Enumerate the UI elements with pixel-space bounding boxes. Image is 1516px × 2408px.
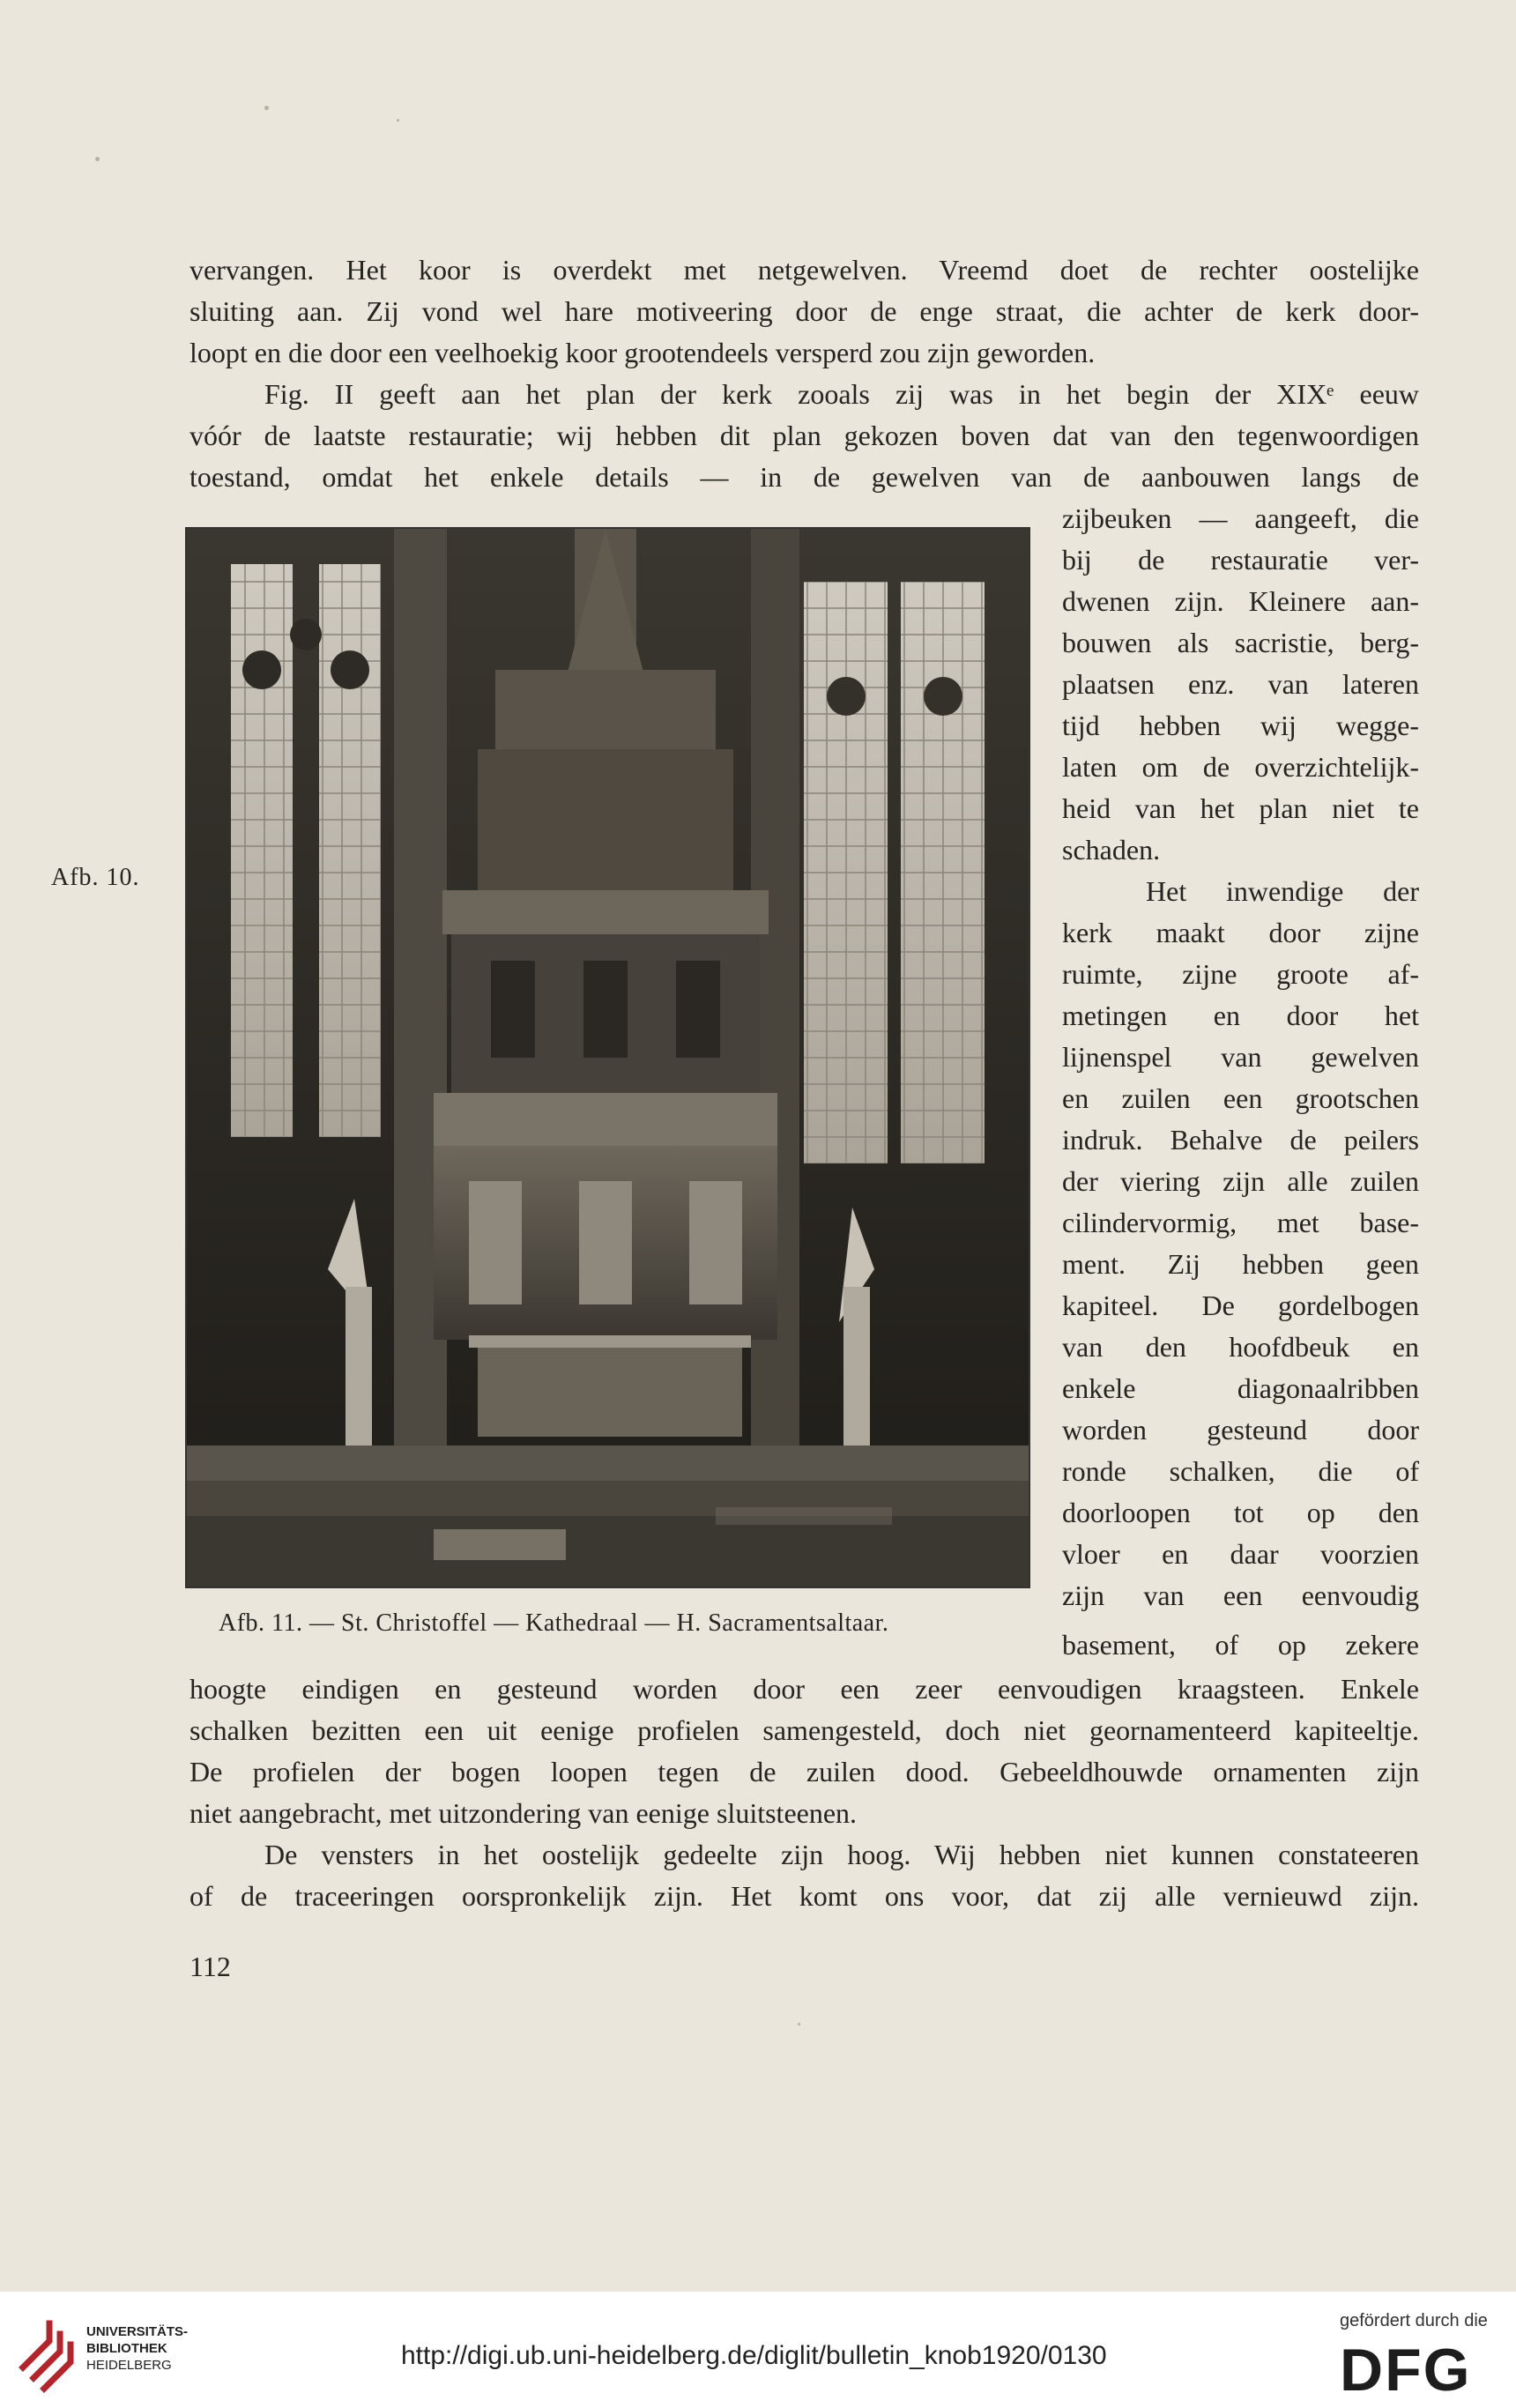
text-line: heid van het plan niet te (1062, 792, 1419, 824)
text-line: dwenen zijn. Kleinere aan- (1062, 585, 1419, 617)
text-line: ment. Zij hebben geen (1062, 1248, 1419, 1280)
text-line: schaden. (1062, 834, 1161, 866)
text-line: vloer en daar voorzien (1062, 1538, 1419, 1570)
text-line: Het inwendige der (1146, 875, 1419, 907)
figure-side-label: Afb. 10. (51, 864, 140, 891)
paper-fleck (95, 157, 100, 161)
text-line: en zuilen een grootschen (1062, 1082, 1419, 1114)
text-line: ronde schalken, die of (1062, 1455, 1419, 1487)
library-name-line: BIBLIOTHEK (86, 2341, 167, 2356)
text-line: indruk. Behalve de peilers (1062, 1124, 1419, 1156)
library-logo-icon (14, 2306, 85, 2394)
text-line: worden gesteund door (1062, 1414, 1419, 1446)
text-line: zijn van een eenvoudig (1062, 1579, 1419, 1611)
text-line: enkele diagonaalribben (1062, 1372, 1419, 1404)
text-line: bouwen als sacristie, berg- (1062, 627, 1419, 658)
text-line: Fig. II geeft aan het plan der kerk zooals zij was in het begin der XIXᵉ eeuw (264, 378, 1419, 410)
text-line: of de traceeringen oorspronkelijk zijn. Het komt ons voor, dat zij alle vernieuwd zijn. (190, 1880, 1419, 1912)
dfg-logo: DFG (1340, 2337, 1472, 2404)
text-line: hoogte eindigen en gesteund worden door een zeer eenvoudigen kraagsteen. Enkele (190, 1673, 1419, 1705)
page-number: 112 (190, 1951, 231, 1982)
text-line: schalken bezitten een uit eenige profielen samengesteld, doch niet geornamenteerd kapiteeltje. (190, 1714, 1419, 1746)
paper-fleck (397, 119, 399, 122)
text-line: tijd hebben wij wegge- (1062, 710, 1419, 741)
text-line: kapiteel. De gordelbogen (1062, 1289, 1419, 1321)
text-line: zijbeuken — aangeeft, die (1062, 502, 1419, 534)
text-line: kerk maakt door zijne (1062, 917, 1419, 948)
figure-caption: Afb. 11. — St. Christoffel — Kathedraal — H. Sacramentsaltaar. (219, 1609, 889, 1637)
source-url-link[interactable]: http://digi.ub.uni-heidelberg.de/diglit/bulletin_knob1920/0130 (401, 2341, 1107, 2370)
library-name-line: HEIDELBERG (86, 2358, 172, 2373)
text-line: niet aangebracht, met uitzondering van eenige sluitsteenen. (190, 1797, 858, 1829)
text-line: loopt en die door een veelhoekig koor grootendeels versperd zou zijn geworden. (190, 337, 1096, 368)
paper-fleck (264, 106, 269, 110)
library-name-line: UNIVERSITÄTS- (86, 2324, 189, 2339)
text-line: vóór de laatste restauratie; wij hebben dit plan gekozen boven dat van den tegenwoordigen (190, 420, 1419, 451)
text-line: De profielen der bogen loopen tegen de zuilen dood. Gebeeldhouwde ornamenten zijn (190, 1756, 1419, 1787)
text-line: laten om de overzichtelijk- (1062, 751, 1419, 783)
text-line: doorloopen tot op den (1062, 1497, 1419, 1528)
funding-note: gefördert durch die (1340, 2311, 1488, 2330)
footer-bar (0, 2292, 1516, 2408)
text-line: plaatsen enz. van lateren (1062, 668, 1419, 700)
text-line: van den hoofdbeuk en (1062, 1331, 1419, 1363)
text-line: ruimte, zijne groote af- (1062, 958, 1419, 990)
text-line: sluiting aan. Zij vond wel hare motiveering door de enge straat, die achter de kerk door- (190, 295, 1419, 327)
text-line: De vensters in het oostelijk gedeelte zijn hoog. Wij hebben niet kunnen constateeren (264, 1839, 1419, 1870)
text-line: cilindervormig, met base- (1062, 1207, 1419, 1238)
paper-fleck (798, 2023, 800, 2025)
text-line: vervangen. Het koor is overdekt met netgewelven. Vreemd doet de rechter oostelijke (190, 254, 1419, 286)
altar-photograph (185, 527, 1030, 1588)
text-line: bij de restauratie ver- (1062, 544, 1419, 576)
text-line: metingen en door het (1062, 1000, 1419, 1031)
text-line: toestand, omdat het enkele details — in de gewelven van de aanbouwen langs de (190, 461, 1419, 493)
text-line: der viering zijn alle zuilen (1062, 1165, 1419, 1197)
text-line: lijnenspel van gewelven (1062, 1041, 1419, 1073)
text-line: basement, of op zekere (1062, 1629, 1419, 1661)
library-name (86, 2323, 188, 2374)
